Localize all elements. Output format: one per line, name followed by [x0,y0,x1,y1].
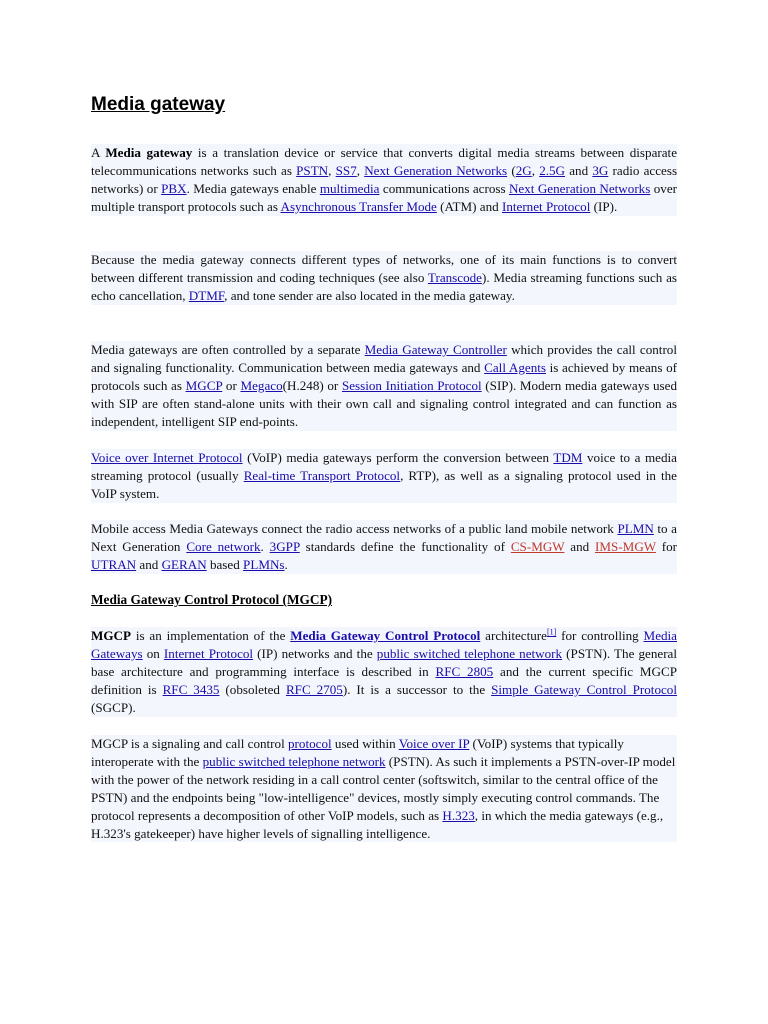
text: Mobile access Media Gateways connect the radio access networks of a public land mobile network [91,521,618,536]
link-pbx[interactable]: PBX [161,180,187,196]
link-rfc-2805[interactable]: RFC 2805 [435,663,494,679]
link-sgcp[interactable]: Simple Gateway Control Protocol [491,681,677,697]
paragraph-mgcp-details [91,735,677,842]
link-next-generation-networks-2[interactable]: Next Generation Networks [508,180,651,196]
link-atm[interactable]: Asynchronous Transfer Mode [280,198,437,214]
page-title: Media gateway [91,94,226,115]
link-cs-mgw[interactable]: CS-MGW [510,538,565,554]
text: and the current specific MGCP definition is [91,663,678,697]
link-internet-protocol[interactable]: Internet Protocol [501,198,591,214]
text: is achieved by means of protocols such as [91,359,678,393]
link-rfc-3435[interactable]: RFC 3435 [162,681,220,697]
link-megaco[interactable]: Megaco [240,377,283,393]
link-citation-1[interactable]: [1] [546,627,557,637]
link-3g[interactable]: 3G [592,162,609,178]
text: is an implementation of the [131,628,291,643]
link-rfc-2705[interactable]: RFC 2705 [285,681,343,697]
text: ( [507,162,516,178]
text: radio access networks) or [91,162,678,196]
text: on [142,645,164,661]
link-3gpp[interactable]: 3GPP [269,538,300,554]
text: or [222,377,241,393]
text: (H.248) or [282,377,342,393]
link-ss7[interactable]: SS7 [335,162,357,178]
section-heading-mgcp: Media Gateway Control Protocol (MGCP) [91,592,333,607]
text: for [655,538,678,554]
text: (PSTN). The general base architecture and programming interface is described in [91,645,678,679]
link-rtp[interactable]: Real-time Transport Protocol [243,467,401,483]
link-tdm[interactable]: TDM [553,450,583,465]
text: (VoIP) media gateways perform the conversion between [242,450,554,465]
link-sip[interactable]: Session Initiation Protocol [341,377,482,393]
term-bold: Media gateway [105,145,193,160]
text: and [564,538,596,554]
text: , [531,162,540,178]
text: is a translation device or service that converts digital media streams between disparate telecommunications networks such as [91,145,678,178]
text: to a Next Generation [91,521,677,554]
text: (IP). [590,198,618,214]
text: ). It is a successor to the [342,681,492,697]
link-media-gateway-controller[interactable]: Media Gateway Controller [364,342,507,357]
link-pstn[interactable]: PSTN [296,162,329,178]
term-bold: MGCP [91,628,131,643]
link-pstn-3[interactable]: public switched telephone network [202,753,386,769]
text: . [284,556,288,572]
text: (IP) networks and the [253,645,377,661]
link-2g[interactable]: 2G [515,162,532,178]
paragraph-voip [91,449,677,503]
text: (SIP). Modern media gateways used with SIP are often stand-alone units with their own call and signaling control integrated and can function as independent, intelligent SIP end-points. [91,377,678,429]
text: architecture [480,628,547,643]
text: MGCP is a signaling and call control [91,736,288,751]
paragraph-intro [91,144,677,216]
link-media-gateway-control-protocol[interactable]: Media Gateway Control Protocol [290,628,481,643]
text: voice to a media streaming protocol (usually [91,450,677,483]
link-transcode[interactable]: Transcode [427,269,482,285]
link-core-network[interactable]: Core network [186,538,261,554]
link-dtmf[interactable]: DTMF [188,287,225,303]
link-protocol[interactable]: protocol [288,736,332,751]
text: (obsoleted [219,681,286,697]
link-ims-mgw[interactable]: IMS-MGW [595,538,656,554]
text: standards define the functionality of [299,538,511,554]
link-internet-protocol-2[interactable]: Internet Protocol [163,645,254,661]
text: (ATM) and [436,198,502,214]
link-geran[interactable]: GERAN [161,556,207,572]
text: based [206,556,244,572]
text: ). Media streaming functions such as echo cancellation, [91,269,677,303]
link-utran[interactable]: UTRAN [91,556,137,572]
text: . Media gateways enable [186,180,320,196]
text: , RTP), as well as a signaling protocol used in the VoIP system. [91,467,677,501]
text: for controlling [556,628,644,643]
text: and [136,556,162,572]
paragraph-mobile [91,520,677,574]
text: communications across [379,180,509,196]
link-plmns[interactable]: PLMNs [243,556,285,572]
text: (VoIP) systems that typically interoperate with the [91,736,624,769]
text: (PSTN). As such it implements a PSTN-over-IP model with the power of the network residing in a call control center (softswitch, similar to the central office of the PSTN) and the endpoints being "low-intelligence" devices, mostly simply executing control commands. The protocol represents a decomposition of other VoIP models, such as [91,753,676,823]
text: , [328,162,336,178]
text: used within [331,736,399,751]
text: Media gateways are often controlled by a separate [91,342,365,357]
link-2-5g[interactable]: 2.5G [539,162,566,178]
link-mgcp[interactable]: MGCP [185,377,223,393]
text: which provides the call control and signaling functionality. Communication between media gateways and [91,342,677,375]
text: (SGCP). [91,699,136,715]
text: Because the media gateway connects different types of networks, one of its main functions is to convert between different transmission and coding techniques (see also [91,252,677,285]
link-next-generation-networks[interactable]: Next Generation Networks [364,162,508,178]
paragraph-mgcp-intro [91,627,677,717]
text: , [356,162,365,178]
paragraph-functions [91,251,677,305]
link-voip[interactable]: Voice over Internet Protocol [91,450,243,465]
link-h323[interactable]: H.323 [442,807,475,823]
text: , in which the media gateways (e.g., H.323's gatekeeper) have higher levels of signalling intelligence. [91,807,664,841]
text: over multiple transport protocols such as [91,180,678,214]
link-plmn[interactable]: PLMN [617,521,654,536]
paragraph-control [91,341,677,431]
link-voice-over-ip[interactable]: Voice over IP [398,736,470,751]
text: A [91,145,106,160]
text: and [565,162,593,178]
text: , and tone sender are also located in the media gateway. [224,287,515,303]
link-call-agents[interactable]: Call Agents [484,359,546,375]
link-multimedia[interactable]: multimedia [319,180,380,196]
link-pstn-2[interactable]: public switched telephone network [376,645,563,661]
text: . [260,538,270,554]
link-media-gateways[interactable]: Media Gateways [91,628,677,661]
